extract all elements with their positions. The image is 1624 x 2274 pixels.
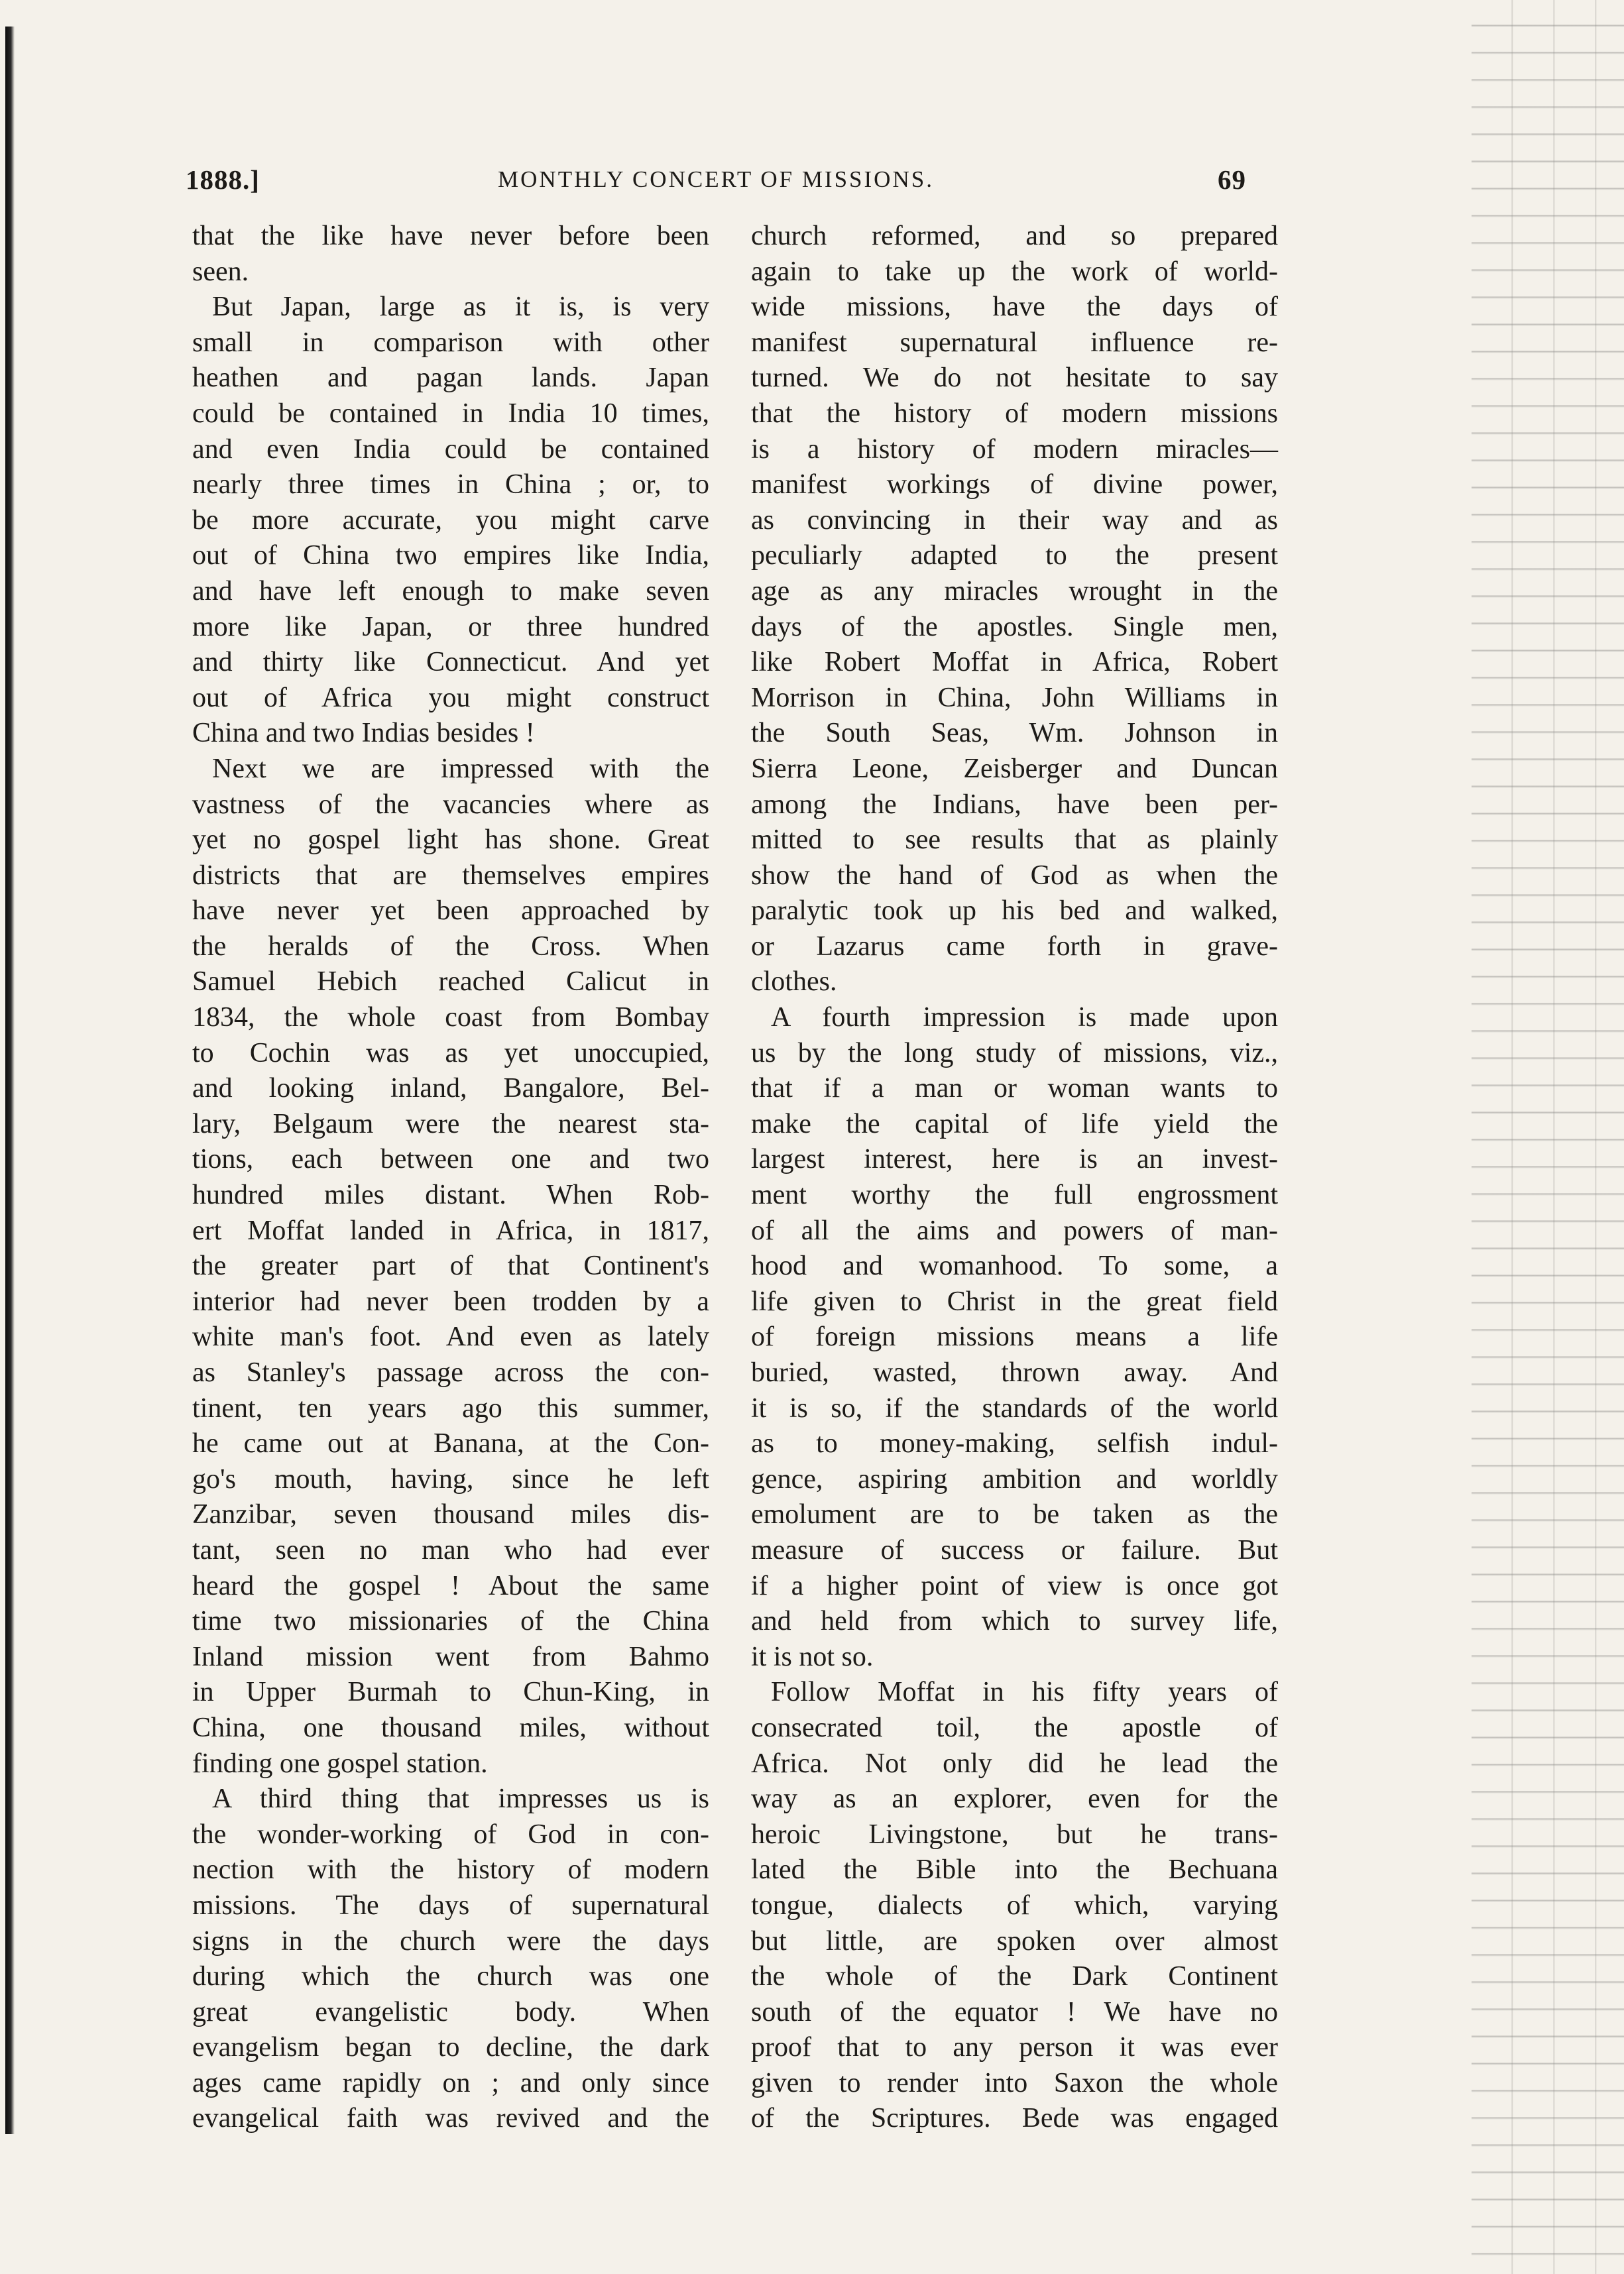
text-line: peculiarly adapted to the present [751,540,1278,571]
text-line: could be contained in India 10 times, [192,398,709,429]
text-line: ages came rapidly on ; and only since [192,2067,709,2098]
text-line: small in comparison with other [192,327,709,358]
text-line: mitted to see results that as plainly [751,824,1278,856]
text-line: if a higher point of view is once got [751,1570,1278,1601]
text-line: that the like have never before been [192,221,709,251]
text-line: out of Africa you might construct [192,682,709,713]
running-header [186,164,1246,203]
text-line: or Lazarus came forth in grave- [751,931,1278,962]
text-line: yet no gospel light has shone. Great [192,824,709,856]
text-line: Africa. Not only did he lead the [751,1748,1278,1779]
text-line: proof that to any person it was ever [751,2032,1278,2063]
text-line: lated the Bible into the Bechuana [751,1854,1278,1886]
text-line: that if a man or woman wants to [751,1073,1278,1104]
text-line: gence, aspiring ambition and worldly [751,1463,1278,1495]
text-line: days of the apostles. Single men, [751,611,1278,642]
text-line: out of China two empires like India, [192,540,709,571]
text-line: heard the gospel ! About the same [192,1570,709,1601]
text-line: great evangelistic body. When [192,1996,709,2027]
text-line: paralytic took up his bed and walked, [751,895,1278,927]
text-line: seen. [192,256,249,287]
text-line: hood and womanhood. To some, a [751,1251,1278,1282]
text-line: more like Japan, or three hundred [192,611,709,642]
text-line: emolument are to be taken as the [751,1499,1278,1530]
text-line: vastness of the vacancies where as [192,789,709,820]
text-line: A third thing that impresses us is [212,1784,709,1815]
text-line: he came out at Banana, at the Con- [192,1428,709,1459]
text-line: and thirty like Connecticut. And yet [192,647,709,678]
scan-edge-noise [1472,0,1624,2274]
text-line: lary, Belgaum were the nearest sta- [192,1108,709,1139]
text-line: the greater part of that Continent's [192,1251,709,1282]
text-line: Inland mission went from Bahmo [192,1641,709,1672]
text-line: nection with the history of modern [192,1854,709,1886]
text-line: finding one gospel station. [192,1748,488,1779]
text-line: heroic Livingstone, but he trans- [751,1819,1278,1850]
text-line: 1834, the whole coast from Bombay [192,1002,709,1033]
text-line: in Upper Burmah to Chun-King, in [192,1677,709,1708]
text-line: it is so, if the standards of the world [751,1393,1278,1424]
text-line: is a history of modern miracles— [751,433,1278,465]
text-line: Zanzibar, seven thousand miles dis- [192,1499,709,1530]
text-line: south of the equator ! We have no [751,1996,1278,2027]
text-line: clothes. [751,966,837,997]
text-line: among the Indians, have been per- [751,789,1278,820]
text-line: be more accurate, you might carve [192,504,709,536]
text-line: districts that are themselves empires [192,860,709,891]
text-line: and held from which to survey life, [751,1606,1278,1637]
text-line: tant, seen no man who had ever [192,1534,709,1565]
left-column [192,219,709,2137]
text-line: go's mouth, having, since he left [192,1463,709,1495]
text-line: But Japan, large as it is, is very [212,292,709,323]
header-year: 1888.] [186,164,260,195]
text-line: evangelical faith was revived and the [192,2103,709,2134]
text-line: life given to Christ in the great field [751,1286,1278,1317]
text-line: show the hand of God as when the [751,860,1278,891]
text-line: that the history of modern missions [751,398,1278,429]
text-line: Samuel Hebich reached Calicut in [192,966,709,997]
text-line: manifest supernatural influence re- [751,327,1278,358]
text-line: like Robert Moffat in Africa, Robert [751,647,1278,678]
text-line: way as an explorer, even for the [751,1784,1278,1815]
text-line: signs in the church were the days [192,1925,709,1957]
text-line: as Stanley's passage across the con- [192,1357,709,1388]
text-line: missions. The days of supernatural [192,1890,709,1921]
text-line: age as any miracles wrought in the [751,575,1278,606]
text-line: tions, each between one and two [192,1144,709,1175]
text-line: of foreign missions means a life [751,1322,1278,1353]
text-line: Follow Moffat in his fifty years of [771,1677,1278,1708]
text-line: consecrated toil, the apostle of [751,1712,1278,1743]
text-line: of the Scriptures. Bede was engaged [751,2103,1278,2134]
text-line: have never yet been approached by [192,895,709,927]
text-line: Morrison in China, John Williams in [751,682,1278,713]
text-line: A fourth impression is made upon [771,1002,1278,1033]
text-line: China and two Indias besides ! [192,718,535,749]
text-line: during which the church was one [192,1961,709,1992]
text-line: make the capital of life yield the [751,1108,1278,1139]
text-line: and have left enough to make seven [192,575,709,606]
text-line: again to take up the work of world- [751,256,1278,287]
text-line: time two missionaries of the China [192,1606,709,1637]
text-line: but little, are spoken over almost [751,1925,1278,1957]
text-line: as convincing in their way and as [751,504,1278,536]
text-line: hundred miles distant. When Rob- [192,1180,709,1211]
text-line: and even India could be contained [192,433,709,465]
text-line: us by the long study of missions, viz., [751,1037,1278,1068]
text-line: nearly three times in China ; or, to [192,469,709,500]
header-title: MONTHLY CONCERT OF MISSIONS. [498,166,934,192]
page-number: 69 [1218,164,1246,195]
text-line: buried, wasted, thrown away. And [751,1357,1278,1388]
text-line: wide missions, have the days of [751,292,1278,323]
text-line: measure of success or failure. But [751,1534,1278,1565]
text-line: largest interest, here is an invest- [751,1144,1278,1175]
right-column [751,219,1278,2137]
text-line: to Cochin was as yet unoccupied, [192,1037,709,1068]
text-line: interior had never been trodden by a [192,1286,709,1317]
text-line: Sierra Leone, Zeisberger and Duncan [751,753,1278,784]
text-line: tinent, ten years ago this summer, [192,1393,709,1424]
text-line: tongue, dialects of which, varying [751,1890,1278,1921]
text-line: the whole of the Dark Continent [751,1961,1278,1992]
text-line: ment worthy the full engrossment [751,1180,1278,1211]
text-line: given to render into Saxon the whole [751,2067,1278,2098]
text-line: heathen and pagan lands. Japan [192,363,709,394]
text-line: of all the aims and powers of man- [751,1215,1278,1246]
text-line: the South Seas, Wm. Johnson in [751,718,1278,749]
text-line: the wonder-working of God in con- [192,1819,709,1850]
text-line: the heralds of the Cross. When [192,931,709,962]
text-line: church reformed, and so prepared [751,221,1278,251]
text-line: and looking inland, Bangalore, Bel- [192,1073,709,1104]
text-line: as to money-making, selfish indul- [751,1428,1278,1459]
text-line: evangelism began to decline, the dark [192,2032,709,2063]
text-line: ert Moffat landed in Africa, in 1817, [192,1215,709,1246]
text-line: China, one thousand miles, without [192,1712,709,1743]
text-line: white man's foot. And even as lately [192,1322,709,1353]
text-line: it is not so. [751,1641,874,1672]
binding-edge [5,27,15,2134]
text-line: Next we are impressed with the [212,753,709,784]
text-line: turned. We do not hesitate to say [751,363,1278,394]
text-line: manifest workings of divine power, [751,469,1278,500]
